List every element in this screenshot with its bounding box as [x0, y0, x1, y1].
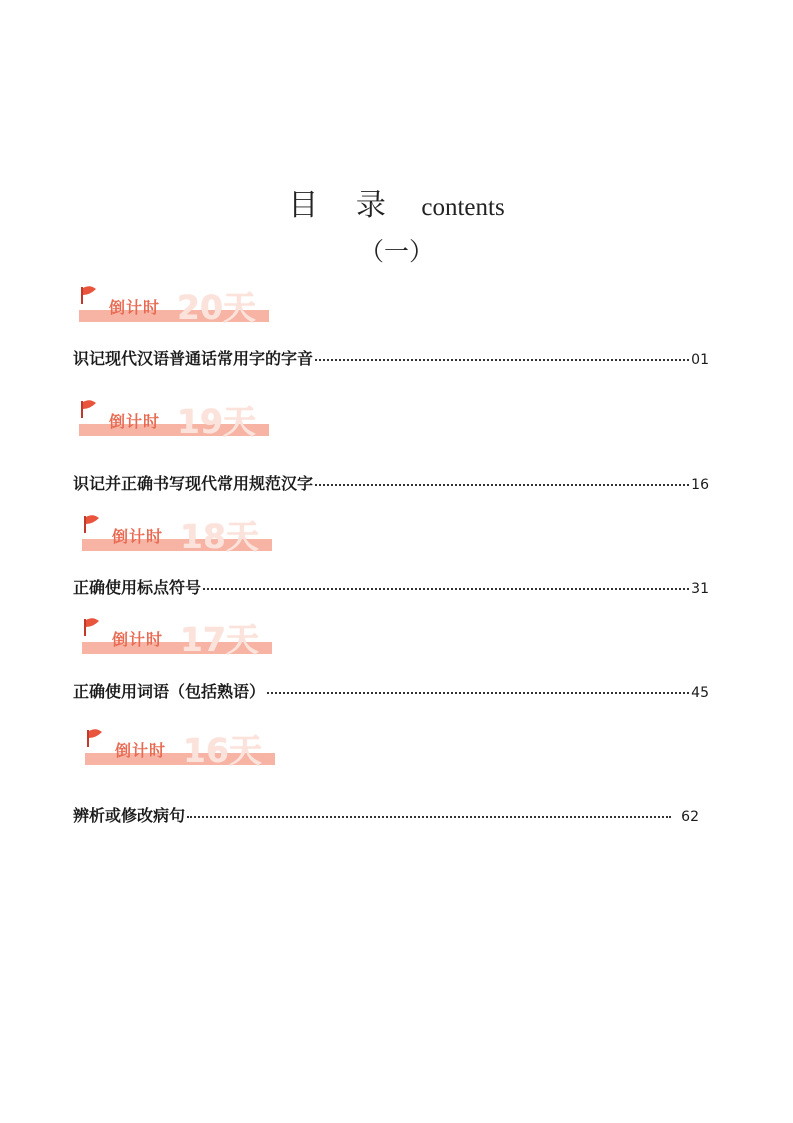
leader-dots — [315, 359, 689, 361]
leader-dots — [267, 692, 689, 694]
toc-title — [0, 180, 793, 224]
countdown-days: 16天 — [183, 731, 262, 770]
toc-entry[interactable] — [73, 679, 709, 702]
toc-title-en: contents — [421, 194, 505, 221]
page-number: 01 — [691, 352, 709, 368]
flag-icon — [79, 284, 103, 306]
entry-title: 识记现代汉语普通话常用字的字音 — [73, 349, 314, 368]
entry-title: 正确使用词语（包括熟语） — [73, 682, 266, 701]
countdown-label: 倒计时 — [115, 741, 167, 760]
countdown-days: 17天 — [180, 620, 259, 659]
countdown-banner — [79, 398, 289, 440]
entry-title: 识记并正确书写现代常用规范汉字 — [73, 474, 314, 493]
toc-title-cn: 目 录 — [288, 188, 400, 223]
entry-title: 辨析或修改病句 — [73, 806, 186, 825]
page-number: 45 — [691, 685, 709, 701]
flag-icon — [82, 513, 106, 535]
flag-icon — [79, 398, 103, 420]
leader-dots — [187, 816, 671, 818]
countdown-label: 倒计时 — [109, 412, 161, 431]
flag-icon — [85, 727, 109, 749]
toc-entry[interactable] — [73, 346, 709, 369]
page-number: 31 — [691, 581, 709, 597]
flag-icon — [82, 616, 106, 638]
volume-label: （一） — [358, 237, 434, 266]
countdown-banner — [79, 284, 289, 326]
countdown-label: 倒计时 — [109, 298, 161, 317]
countdown-days: 20天 — [177, 288, 256, 327]
countdown-label: 倒计时 — [112, 527, 164, 546]
toc-entry[interactable] — [73, 471, 709, 494]
countdown-days: 19天 — [177, 402, 256, 441]
entry-title: 正确使用标点符号 — [73, 578, 202, 597]
leader-dots — [315, 484, 689, 486]
toc-entry[interactable] — [73, 575, 709, 598]
leader-dots — [203, 588, 689, 590]
countdown-banner — [82, 513, 292, 555]
toc-entry[interactable] — [73, 803, 699, 826]
page-number: 62 — [681, 809, 699, 825]
countdown-days: 18天 — [180, 517, 259, 556]
page-number: 16 — [691, 477, 709, 493]
countdown-banner — [85, 727, 295, 769]
countdown-label: 倒计时 — [112, 630, 164, 649]
countdown-banner — [82, 616, 292, 658]
